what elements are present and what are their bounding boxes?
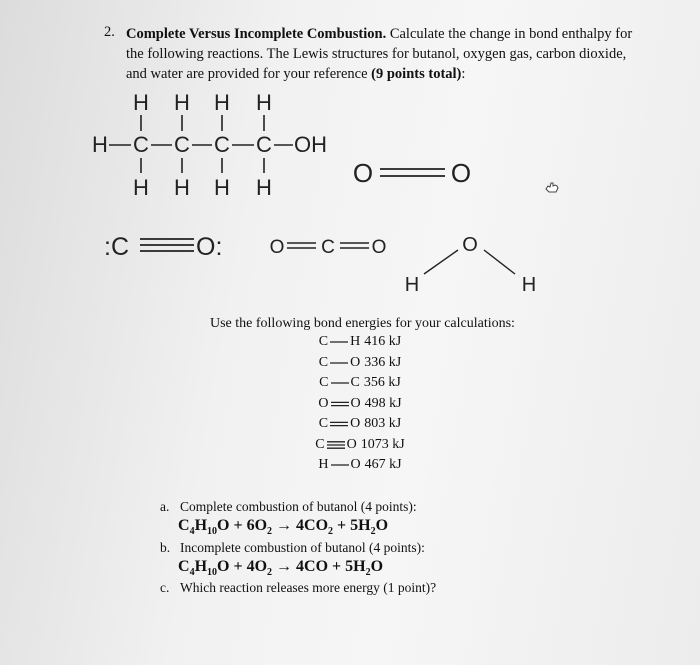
bond-energy-value: 467 kJ <box>364 457 402 473</box>
bond-left-atom: C <box>318 354 329 370</box>
carbon-monoxide-carbon: :C <box>104 233 129 261</box>
butanol-carbon-4: C <box>256 132 272 157</box>
butanol-top-h-3: H <box>214 90 230 115</box>
part-a <box>160 499 640 519</box>
carbon-dioxide-oxygen-2: O <box>371 237 387 258</box>
part-b-text: Incomplete combustion of butanol (4 points): <box>180 540 425 555</box>
bond-energy-intro: Use the following bond energies for your calculations: <box>210 316 515 331</box>
bond-line-icon <box>328 418 350 430</box>
bond-line-icon <box>328 336 350 348</box>
bond-row <box>280 373 440 394</box>
butanol-top-h-2: H <box>174 90 190 115</box>
carbon-monoxide-oxygen: O: <box>196 233 223 261</box>
bond-right-atom: O <box>346 436 357 452</box>
bond-energy-value: 803 kJ <box>364 416 402 432</box>
incomplete-combustion-equation: $C_4H_{10}O + 4O_2 \to 4CO + 5H_2O$ <box>178 558 384 579</box>
butanol-bottom-h-1: H <box>133 175 149 200</box>
bond-energy-value: 336 kJ <box>364 354 402 370</box>
question-parts <box>160 499 640 519</box>
bond-row <box>280 435 440 456</box>
butanol-bottom-h-2: H <box>174 175 190 200</box>
question-points: (9 points total) <box>371 66 462 82</box>
question-number: 2. <box>104 24 115 40</box>
question-parts-c <box>160 580 640 600</box>
butanol-left-h: H <box>92 132 108 157</box>
bond-right-atom: O <box>350 395 361 411</box>
question-parts-b <box>160 540 640 560</box>
water-oxygen: O <box>462 234 478 256</box>
water-hydrogen-2: H <box>521 274 537 296</box>
bond-right-atom: O <box>350 416 361 432</box>
part-b-label: b. <box>160 540 171 555</box>
bond-energy-value: 1073 kJ <box>360 436 405 452</box>
bond-row <box>280 353 440 374</box>
carbon-monoxide-structure <box>104 233 222 261</box>
bond-energy-table <box>280 332 440 476</box>
oxygen-atom-1: O <box>352 158 374 188</box>
part-c-label: c. <box>160 580 170 595</box>
butanol-structure <box>92 90 327 200</box>
butanol-bottom-h-4: H <box>256 175 272 200</box>
bond-line-icon <box>325 439 347 451</box>
oxygen-structure <box>353 158 471 188</box>
carbon-dioxide-structure <box>270 237 387 258</box>
butanol-top-h-4: H <box>256 90 272 115</box>
hand-pointer-icon <box>544 180 560 194</box>
bond-line-icon <box>329 459 351 471</box>
bond-right-atom: O <box>350 354 361 370</box>
bond-left-atom: C <box>318 416 329 432</box>
bond-row <box>280 455 440 476</box>
bond-right-atom: O <box>350 457 361 473</box>
question-body: Calculate the change in bond enthalpy for the following reactions. The Lewis structures for butanol, oxygen gas, carbon dioxide, and water are provided for your reference <box>126 26 633 82</box>
question-suffix: : <box>461 66 466 82</box>
bond-left-atom: C <box>318 334 329 350</box>
part-b <box>160 540 640 560</box>
butanol-top-h-1: H <box>133 90 149 115</box>
bond-left-atom: H <box>318 457 329 473</box>
bond-energy-value: 498 kJ <box>364 395 402 411</box>
part-a-text: Complete combustion of butanol (4 points): <box>180 499 417 514</box>
butanol-carbon-3: C <box>214 132 230 157</box>
butanol-hydroxyl: OH <box>294 132 327 157</box>
part-c-text: Which reaction releases more energy (1 point)? <box>180 580 437 595</box>
bond-right-atom: C <box>350 375 360 391</box>
butanol-carbon-1: C <box>133 132 149 157</box>
water-hydrogen-1: H <box>404 274 420 296</box>
part-a-label: a. <box>160 499 170 514</box>
bond-row <box>280 414 440 435</box>
lewis-structures <box>0 0 700 300</box>
bond-left-atom: C <box>315 436 325 452</box>
water-structure <box>405 234 536 296</box>
butanol-bottom-h-3: H <box>214 175 230 200</box>
bond-row <box>280 394 440 415</box>
bond-line-icon <box>329 398 351 410</box>
bond-left-atom: O <box>318 395 329 411</box>
carbon-dioxide-carbon: C <box>321 237 335 258</box>
bond-row <box>280 332 440 353</box>
oxygen-atom-2: O <box>450 158 472 188</box>
bond-line-icon <box>328 357 350 369</box>
bond-line-icon <box>329 377 351 389</box>
carbon-dioxide-oxygen-1: O <box>269 237 285 258</box>
bond-energy-value: 356 kJ <box>363 375 401 391</box>
butanol-carbon-2: C <box>174 132 190 157</box>
bond-energy-value: 416 kJ <box>364 334 402 350</box>
question-title: Complete Versus Incomplete Combustion. <box>126 26 387 42</box>
part-c <box>160 580 640 600</box>
complete-combustion-equation: $C_4H_{10}O + 6O_2 \to 4CO_2 + 5H_2O$ <box>178 517 389 538</box>
bond-right-atom: H <box>350 334 361 350</box>
bond-left-atom: C <box>319 375 329 391</box>
